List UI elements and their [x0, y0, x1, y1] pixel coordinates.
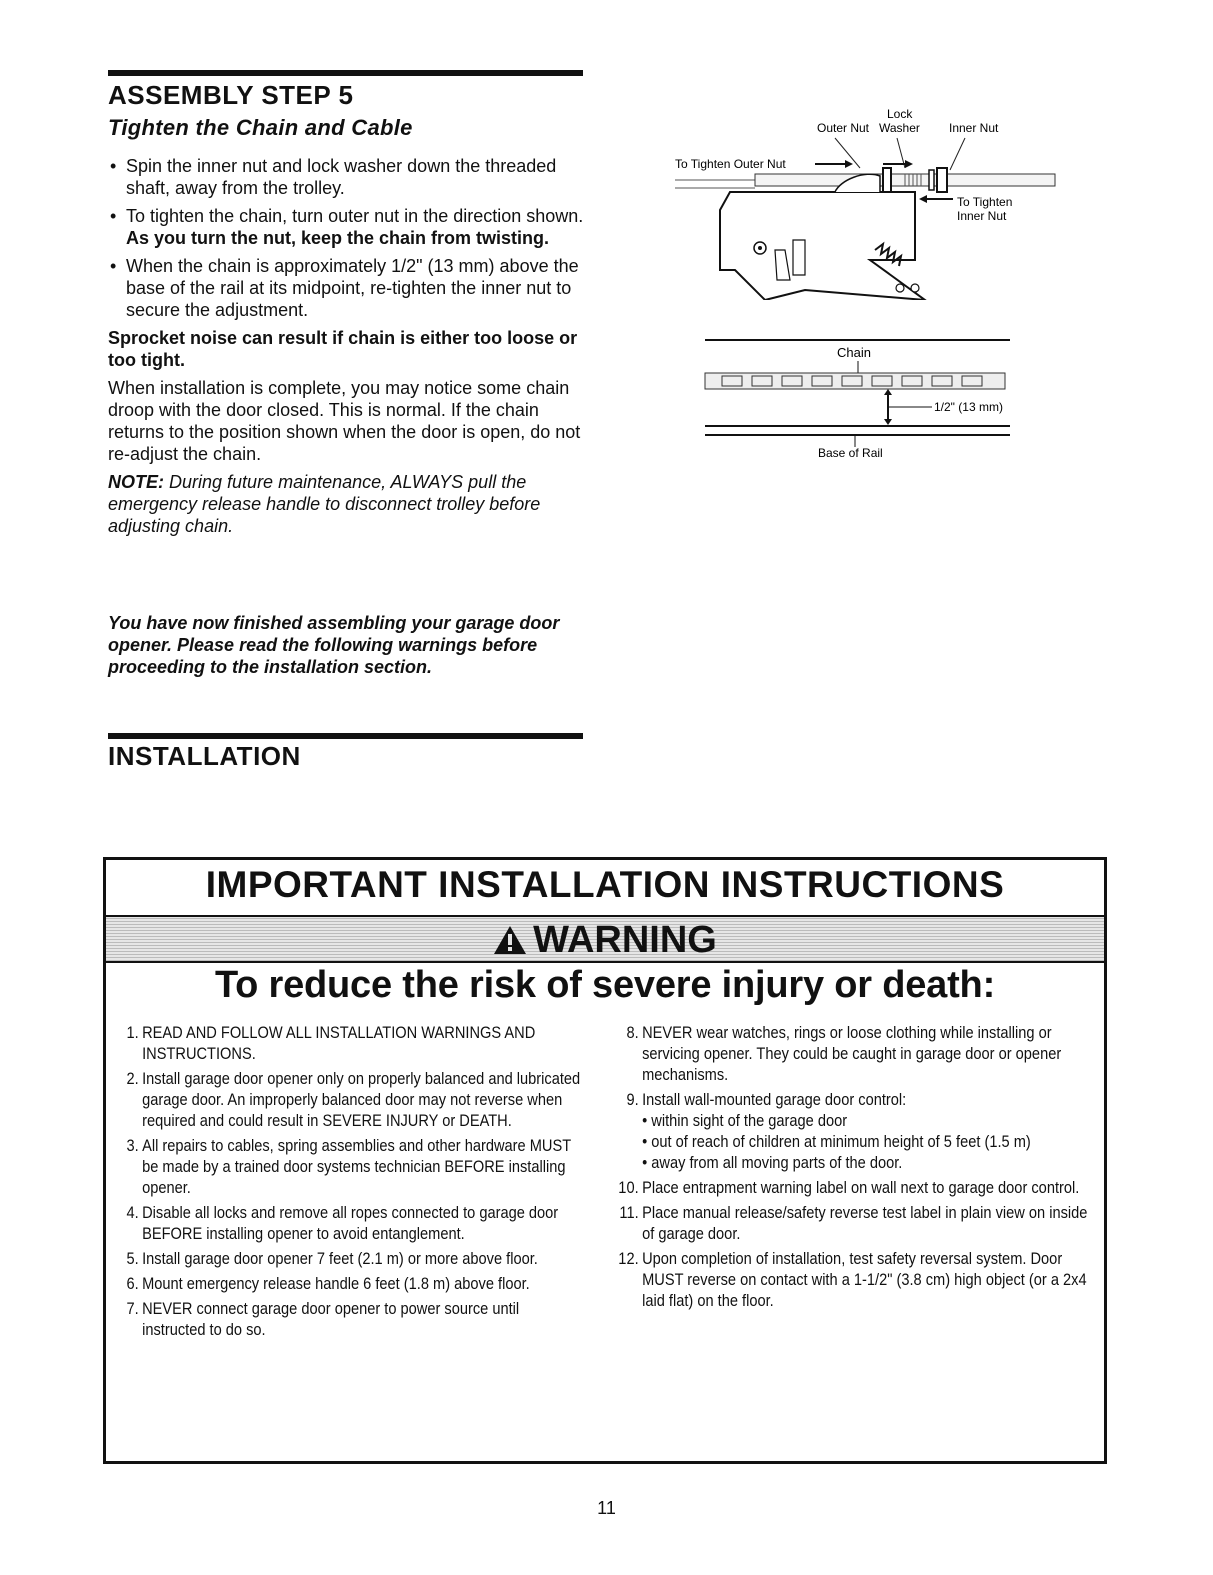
instruction-item: 2. Install garage door opener only on properly balanced and lubricated garage door. An improperly balanced door may not reverse when required and could result in SEVERE INJURY or DEATH.: [126, 1069, 581, 1130]
instruction-item: 10. Place entrapment warning label on wall next to garage door control.: [618, 1178, 1080, 1197]
instruction-item: 3. All repairs to cables, spring assemblies and other hardware MUST be made by a trained door systems technician BEFORE installing opener.: [126, 1136, 571, 1197]
step-bullet-2: • To tighten the chain, turn outer nut in the direction shown. As you turn the nut, keep the chain from twisting.: [108, 205, 588, 249]
outer-nut: [883, 168, 891, 192]
instruction-item: 4. Disable all locks and remove all ropes connected to garage door BEFORE installing opener to avoid entanglement.: [126, 1203, 559, 1243]
step-body: [108, 155, 588, 543]
right-instruction-column: [618, 1022, 1091, 1315]
warning-label: WARNING: [533, 919, 717, 961]
risk-heading: To reduce the risk of severe injury or death:: [214, 964, 996, 1006]
instruction-item: 6. Mount emergency release handle 6 feet (1.8 m) above floor.: [126, 1274, 530, 1293]
page-number: 11: [597, 1498, 616, 1518]
chain-links: [705, 373, 1005, 389]
instruction-item: 1. READ AND FOLLOW ALL INSTALLATION WARNINGS AND INSTRUCTIONS.: [126, 1023, 536, 1063]
step-subheading: Tighten the Chain and Cable: [108, 115, 413, 140]
instruction-item: 5. Install garage door opener 7 feet (2.1 m) or more above floor.: [126, 1249, 538, 1268]
base-label: Base of Rail: [818, 446, 883, 460]
inner-nut: [937, 168, 947, 192]
installation-heading-rule: [108, 733, 583, 739]
step-heading-rule: [108, 70, 583, 76]
tighten-inner-label-2: Inner Nut: [957, 209, 1007, 223]
outer-nut-label: Outer Nut: [817, 121, 870, 135]
completion-text: When installation is complete, you may notice some chain droop with the door closed. This is normal. If the chain returns to the position shown when the door is open, do not re-adjust the chain.: [108, 378, 581, 464]
tighten-inner-label-1: To Tighten: [957, 195, 1013, 209]
left-instruction-column: [118, 1022, 582, 1344]
tighten-outer-label: To Tighten Outer Nut: [675, 157, 786, 171]
instruction-item: 11. Place manual release/safety reverse test label in plain view on inside of garage door.: [619, 1203, 1088, 1243]
step-bullet-2-bold: As you turn the nut, keep the chain from twisting.: [126, 228, 550, 248]
warning-triangle-icon: [493, 924, 527, 956]
instruction-subitem: • within sight of the garage door: [642, 1111, 848, 1130]
chain-label: Chain: [837, 345, 871, 360]
note: [108, 471, 588, 537]
chain-diagram: [700, 335, 1030, 465]
note-label: NOTE:: [108, 472, 164, 492]
warning-label-wrap: [106, 919, 1104, 962]
instruction-subitem: • out of reach of children at minimum height of 5 feet (1.5 m): [642, 1132, 1031, 1151]
step-bullet-3: • When the chain is approximately 1/2" (13 mm) above the base of the rail at its midpoint, re-tighten the inner nut to secure the adjustment.: [108, 255, 588, 321]
instruction-item: 8. NEVER wear watches, rings or loose clothing while installing or servicing opener. They could be caught in garage door or opener mechanisms.: [626, 1023, 1062, 1084]
inner-nut-label: Inner Nut: [949, 121, 999, 135]
measure-label: 1/2" (13 mm): [934, 400, 1003, 414]
step-bullet-1: • Spin the inner nut and lock washer down the threaded shaft, away from the trolley.: [108, 155, 588, 199]
washer-label: Washer: [879, 121, 920, 135]
lock-label: Lock: [887, 107, 913, 121]
trolley-diagram: [665, 100, 1065, 300]
sprocket-warning: Sprocket noise can result if chain is either too loose or too tight.: [108, 328, 578, 370]
instruction-item: 12. Upon completion of installation, test safety reversal system. Door MUST reverse on contact with a 1-1/2" (3.8 cm) high object (or a 2x4 laid flat) on the floor.: [618, 1249, 1087, 1310]
instruction-subitem: • away from all moving parts of the door.: [642, 1153, 903, 1172]
installation-heading: INSTALLATION: [108, 741, 301, 771]
step-heading: ASSEMBLY STEP 5: [108, 80, 354, 110]
important-instructions-box: [103, 857, 1107, 1464]
box-title: IMPORTANT INSTALLATION INSTRUCTIONS: [205, 864, 1005, 905]
instruction-item: 7. NEVER connect garage door opener to power source until instructed to do so.: [126, 1299, 520, 1339]
trolley-body: [720, 192, 925, 300]
lock-washer: [929, 170, 934, 190]
step-bullet-list: [108, 155, 588, 321]
finish-text: You have now finished assembling your garage door opener. Please read the following warnings before proceeding to the installation section.: [108, 613, 560, 677]
warning-band: [106, 915, 1104, 963]
instruction-item: 9. Install wall-mounted garage door control: • within sight of the garage door • out of reach of children at minimum height of 5 feet (1.5 m) • away from all moving parts of the door.: [618, 1089, 1091, 1173]
note-text: During future maintenance, ALWAYS pull the emergency release handle to disconnect trolley before adjusting chain.: [108, 472, 541, 536]
